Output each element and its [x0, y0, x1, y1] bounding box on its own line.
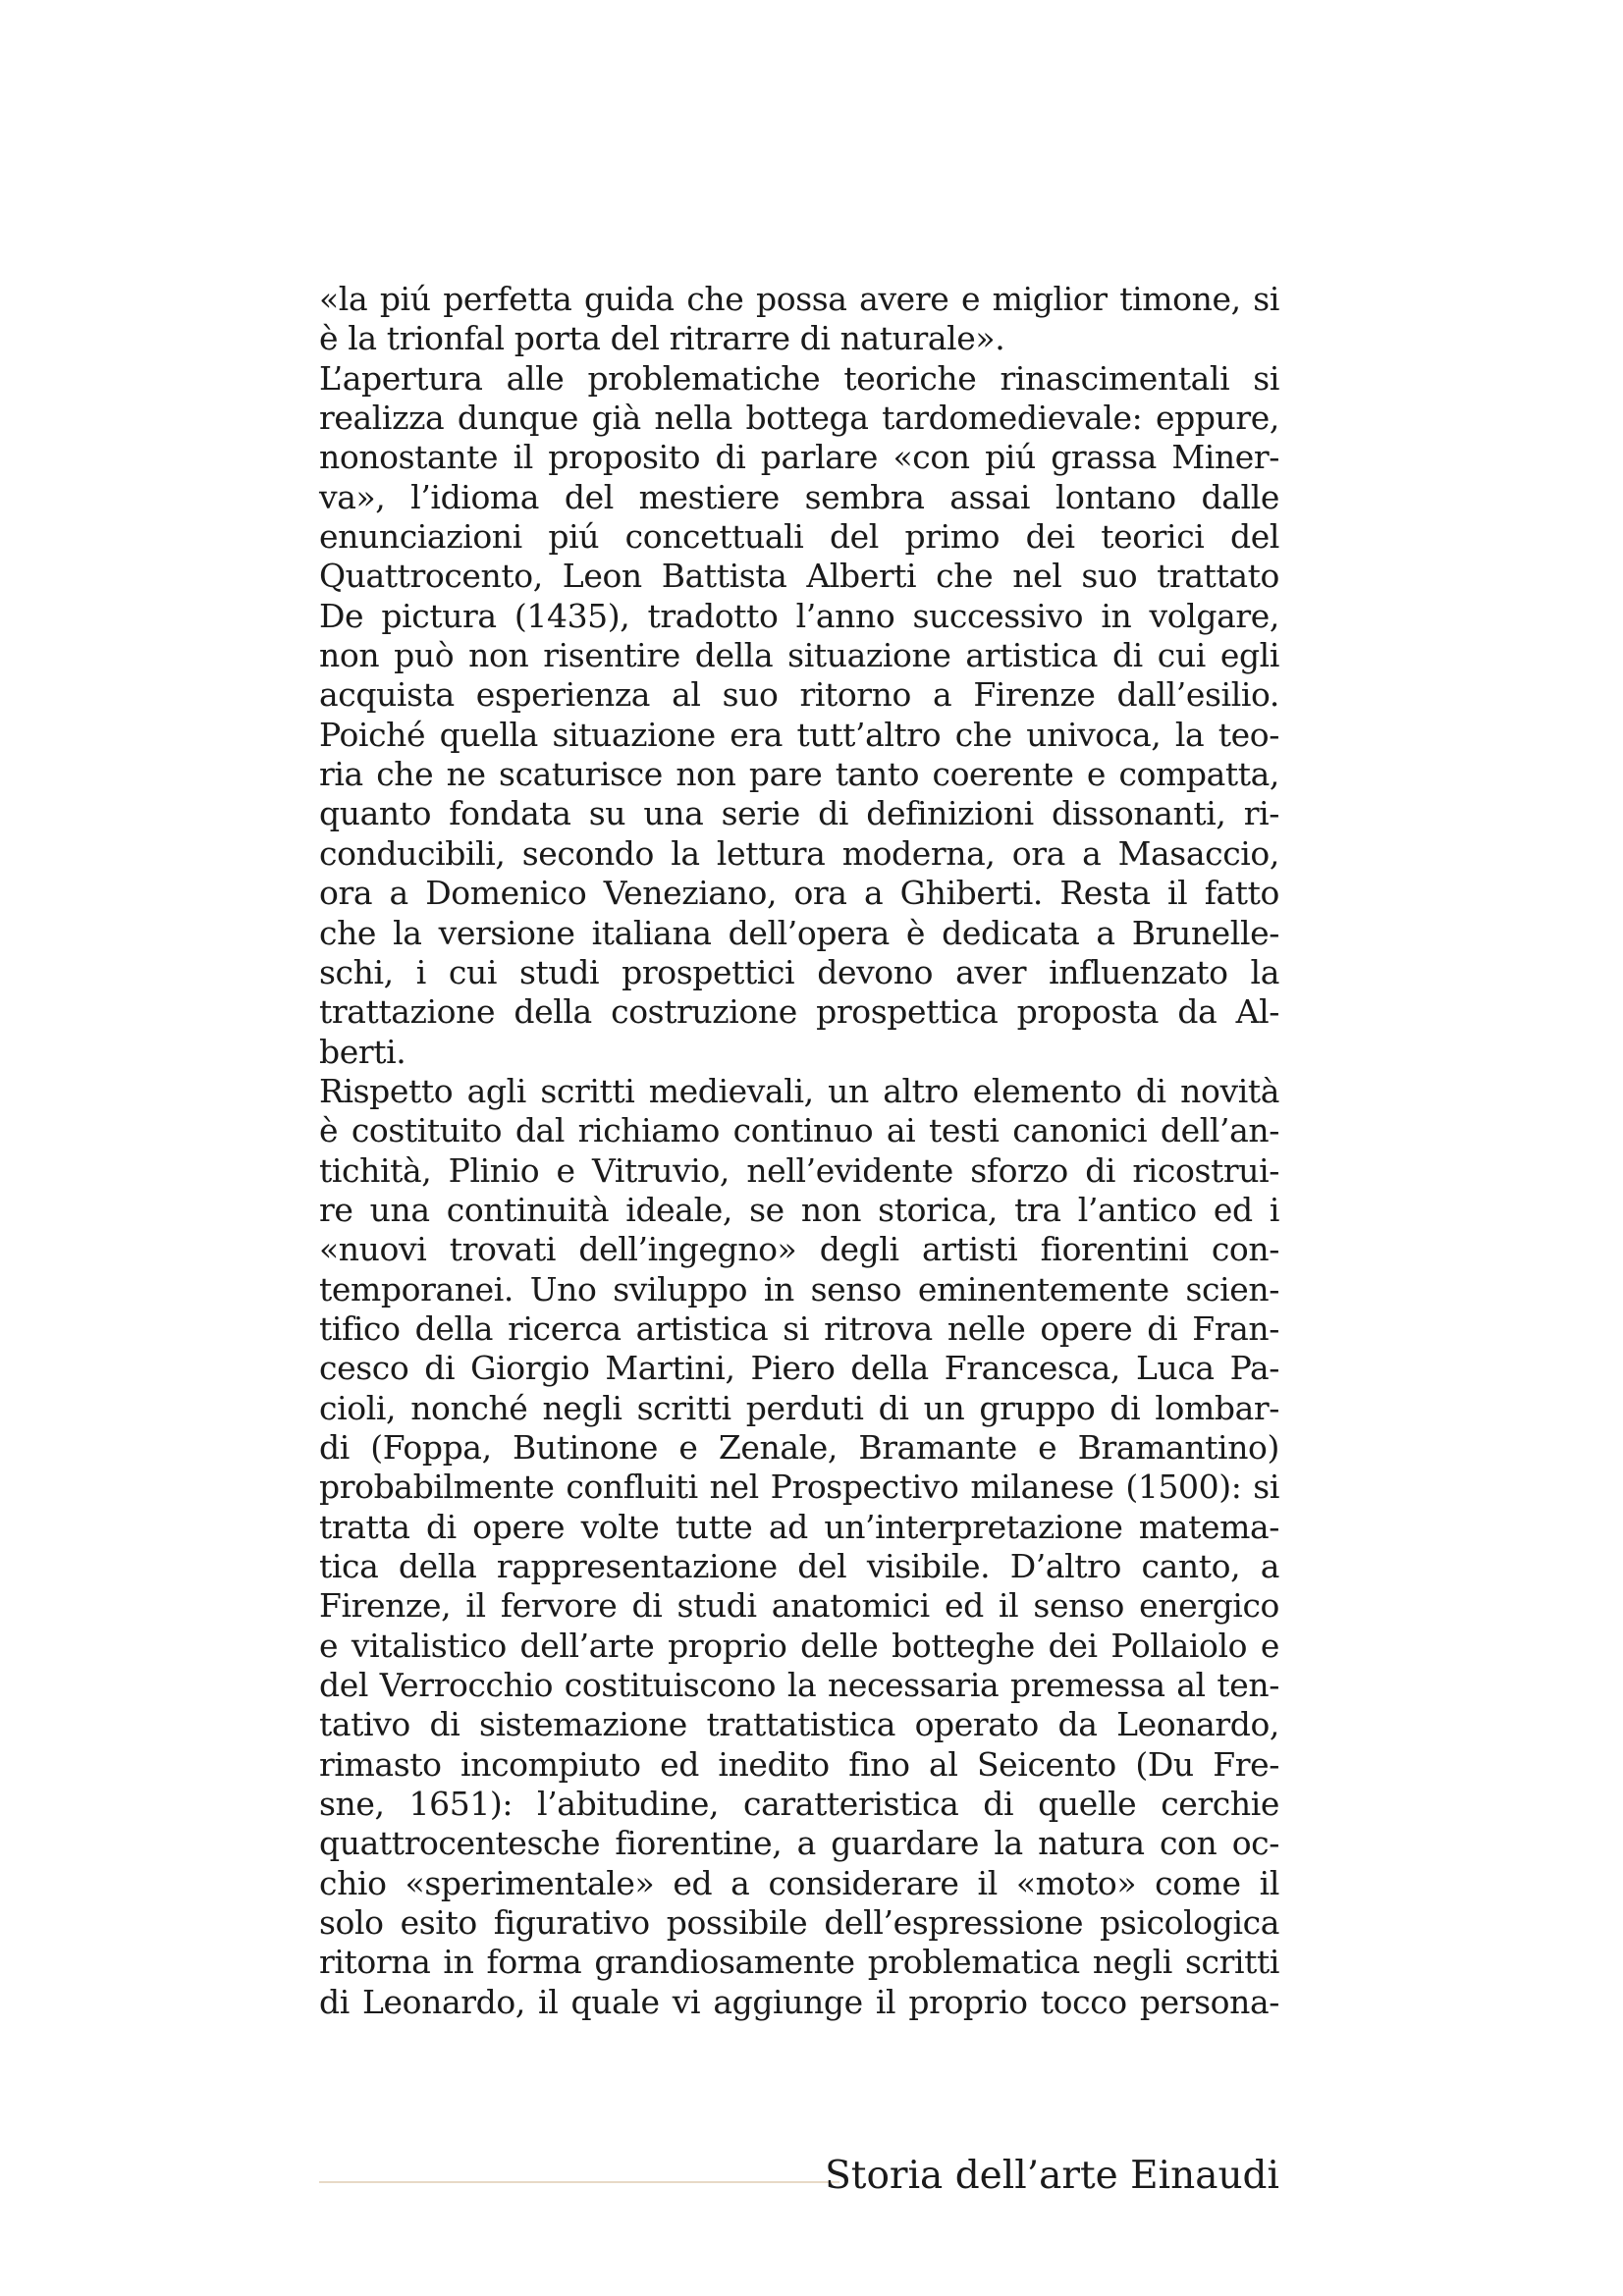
text-line: ritorna in forma grandiosamente problematica negli scritti: [319, 1943, 1279, 1982]
text-line: ria che ne scaturisce non pare tanto coerente e compatta,: [319, 755, 1279, 794]
text-line: tifico della ricerca artistica si ritrova nelle opere di Fran-: [319, 1308, 1279, 1348]
body-text: [319, 280, 1279, 2022]
text-line: temporanei. Uno sviluppo in senso eminentemente scien-: [319, 1269, 1279, 1308]
text-line: re una continuità ideale, se non storica, tra l’antico ed i: [319, 1190, 1279, 1229]
text-line: nonostante il proposito di parlare «con piú grassa Miner-: [319, 438, 1279, 477]
footer-rule: [319, 2181, 839, 2183]
text-line: rimasto incompiuto ed inedito fino al Seicento (Du Fre-: [319, 1744, 1279, 1784]
text-line: De pictura (1435), tradotto l’anno successivo in volgare,: [319, 596, 1279, 635]
text-line: del Verrocchio costituiscono la necessaria premessa al ten-: [319, 1666, 1279, 1705]
text-line: Quattrocento, Leon Battista Alberti che nel suo trattato: [319, 557, 1279, 596]
text-line: conducibili, secondo la lettura moderna, ora a Masaccio,: [319, 833, 1279, 873]
text-line: quanto fondata su una serie di definizioni dissonanti, ri-: [319, 794, 1279, 833]
text-line: tichità, Plinio e Vitruvio, nell’evidente sforzo di ricostrui-: [319, 1150, 1279, 1190]
text-line: chio «sperimentale» ed a considerare il «moto» come il: [319, 1863, 1279, 1902]
text-line: non può non risentire della situazione artistica di cui egli: [319, 636, 1279, 675]
text-line: «nuovi trovati dell’ingegno» degli artisti fiorentini con-: [319, 1230, 1279, 1269]
text-line: schi, i cui studi prospettici devono aver influenzato la: [319, 952, 1279, 991]
footer-title: Storia dell’arte Einaudi: [825, 2154, 1279, 2198]
text-line: tativo di sistemazione trattatistica operato da Leonardo,: [319, 1705, 1279, 1744]
text-line: berti.: [319, 1032, 406, 1071]
text-line: tratta di opere volte tutte ad un’interpretazione matema-: [319, 1507, 1279, 1546]
text-line: sne, 1651): l’abitudine, caratteristica di quelle cerchie: [319, 1785, 1279, 1824]
text-line: L’apertura alle problematiche teoriche rinascimentali si: [319, 358, 1279, 398]
text-line: probabilmente confluiti nel Prospectivo milanese (1500): si: [319, 1468, 1279, 1507]
text-line: è costituito dal richiamo continuo ai testi canonici dell’an-: [319, 1111, 1279, 1150]
text-line: e vitalistico dell’arte proprio delle botteghe dei Pollaiolo e: [319, 1626, 1279, 1665]
text-line: di (Foppa, Butinone e Zenale, Bramante e Bramantino): [319, 1427, 1279, 1467]
text-line: «la piú perfetta guida che possa avere e miglior timone, si: [319, 280, 1279, 318]
text-line: acquista esperienza al suo ritorno a Firenze dall’esilio.: [319, 675, 1279, 715]
text-line: ora a Domenico Veneziano, ora a Ghiberti. Resta il fatto: [319, 874, 1279, 913]
text-line: enunciazioni piú concettuali del primo dei teorici del: [319, 517, 1279, 557]
text-line: va», l’idioma del mestiere sembra assai lontano dalle: [319, 477, 1279, 516]
text-line: di Leonardo, il quale vi aggiunge il proprio tocco persona-: [319, 1982, 1279, 2021]
text-line: tica della rappresentazione del visibile. D’altro canto, a: [319, 1547, 1279, 1585]
text-line: realizza dunque già nella bottega tardomedievale: eppure,: [319, 399, 1279, 438]
text-line: solo esito figurativo possibile dell’espressione psicologica: [319, 1903, 1279, 1943]
text-line: che la versione italiana dell’opera è dedicata a Brunelle-: [319, 913, 1279, 952]
text-line: trattazione della costruzione prospettica proposta da Al-: [319, 992, 1279, 1032]
text-line: cesco di Giorgio Martini, Piero della Francesca, Luca Pa-: [319, 1349, 1279, 1388]
text-line: cioli, nonché negli scritti perduti di un gruppo di lombar-: [319, 1388, 1279, 1427]
text-line: Rispetto agli scritti medievali, un altro elemento di novità: [319, 1071, 1279, 1110]
text-line: Firenze, il fervore di studi anatomici ed il senso energico: [319, 1586, 1279, 1626]
text-line: Poiché quella situazione era tutt’altro che univoca, la teo-: [319, 715, 1279, 754]
text-line: è la trionfal porta del ritrarre di naturale».: [319, 319, 1005, 358]
text-line: quattrocentesche fiorentine, a guardare la natura con oc-: [319, 1824, 1279, 1863]
